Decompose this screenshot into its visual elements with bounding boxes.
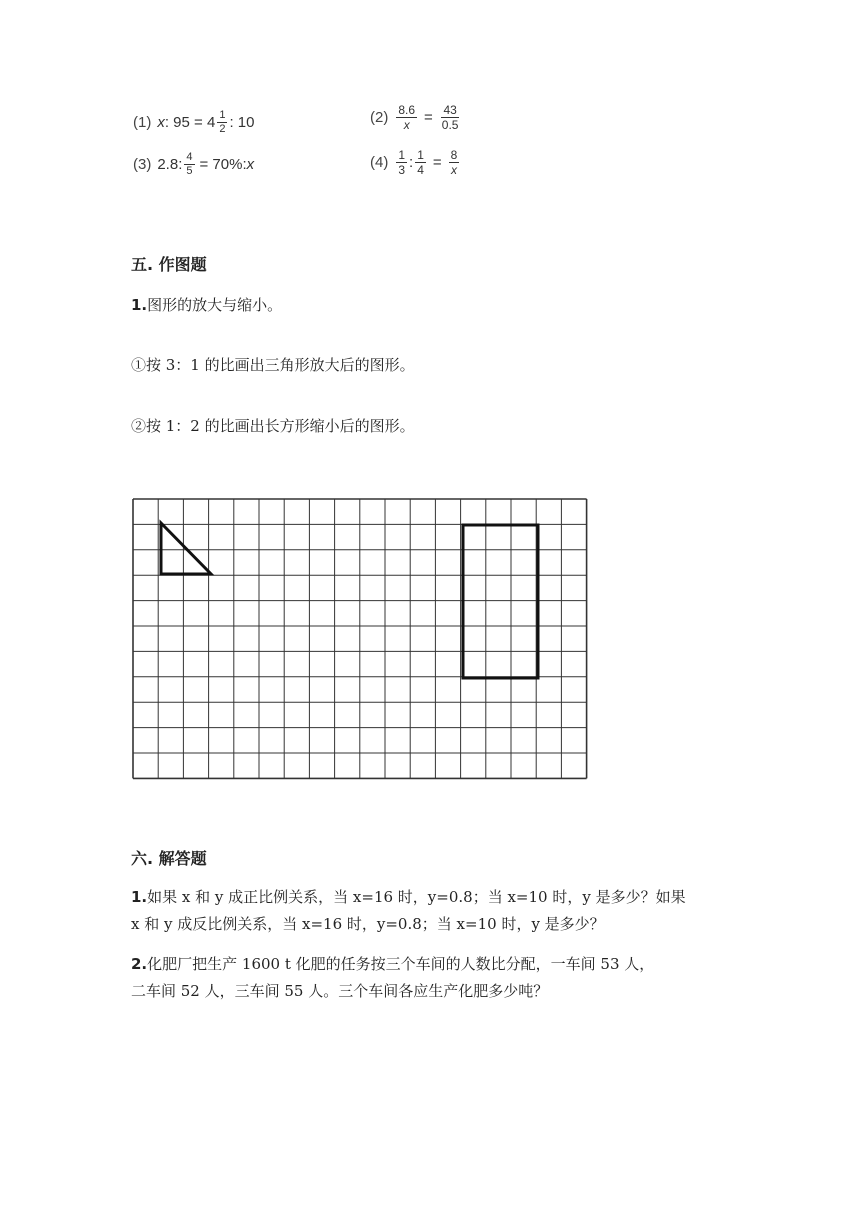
fraction: $\frac{4}{5}$ — [186, 151, 193, 177]
triangle-shape — [161, 523, 211, 574]
section-title-drawing: 五. 作图题 — [131, 255, 207, 274]
drawing-grid[interactable] — [130, 498, 592, 784]
question-2: 2.化肥厂把生产 1600 t 化肥的任务按三个车间的人数比分配，一车间 53 人， 二车间 52 人，三车间 55 人。三个车间各应生产化肥多少吨？ — [131, 955, 655, 1000]
instruction-enlarge-triangle: ①按 3：1 的比画出三角形放大后的图形。 — [131, 356, 415, 374]
question-number: 1. — [131, 888, 148, 906]
equation-number: (2) — [370, 109, 389, 126]
instruction-shrink-rectangle: ②按 1：2 的比画出长方形缩小后的图形。 — [131, 417, 415, 435]
equation-number: (4) — [370, 154, 389, 171]
equation-3: (3) 2.8: $\frac{4}{5}$ = 70%: x — [133, 151, 255, 177]
question-number: 2. — [131, 955, 148, 973]
section-title-solutions: 六. 解答题 — [131, 849, 207, 868]
equation-1: (1) x : 95 = 4 $\frac{1}{2}$ : 10 — [133, 109, 255, 135]
question-number: 1. — [131, 296, 148, 314]
fraction: $\frac{1}{4}$ — [417, 148, 424, 177]
rectangle-shape — [463, 525, 538, 678]
fraction: $\frac{1}{2}$ — [219, 109, 226, 135]
question-1: 1.如果 x 和 y 成正比例关系，当 x=16 时，y=0.8；当 x=10 时，y 是多少？如果 x 和 y 成反比例关系，当 x=16 时，y=0.8；当 x=10 时，y 是多少？ — [131, 888, 686, 933]
equation-number: (1) — [133, 114, 152, 131]
equation-4: (4) $\frac{1}{3}$ : $\frac{1}{4}$ = $\frac{8}{x}$ — [370, 148, 458, 177]
fraction: $\frac{8.6}{x}$ — [398, 103, 416, 132]
fraction: $\frac{43}{0.5}$ — [441, 103, 459, 132]
fraction: $\frac{1}{3}$ — [398, 148, 406, 177]
equation-number: (3) — [133, 156, 152, 173]
fraction: $\frac{8}{x}$ — [450, 148, 458, 177]
question-1: 1.图形的放大与缩小。 — [131, 296, 283, 314]
grid-lines — [133, 499, 587, 778]
equation-2: (2) $\frac{8.6}{x}$ = $\frac{43}{0.5}$ — [370, 103, 459, 132]
